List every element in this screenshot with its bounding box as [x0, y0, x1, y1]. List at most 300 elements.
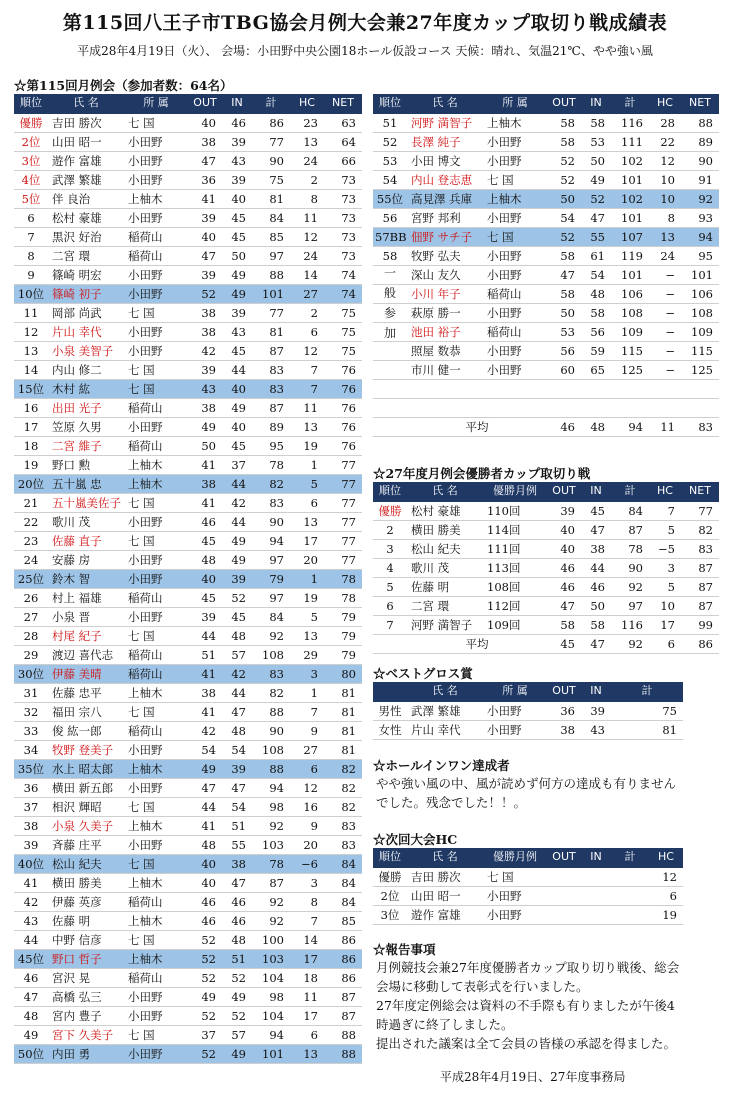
- table-header-row: [373, 94, 719, 113]
- cell-name: 山田 昭一: [407, 886, 483, 905]
- cell-in: 40: [222, 417, 252, 436]
- cell-club: 小田野: [124, 778, 188, 797]
- empty-cell: [547, 905, 581, 924]
- cell-hc: 9: [290, 816, 324, 835]
- cell-club: 七 国: [124, 1025, 188, 1044]
- cell-month: 111回: [483, 539, 547, 558]
- cell-label: 男性: [373, 701, 407, 720]
- cell-total: 82: [252, 683, 290, 702]
- cell-name: 遊作 富雄: [48, 151, 124, 170]
- results-heading: ☆第115回月例会（参加者数：64名）: [14, 78, 233, 93]
- cell-rank: 42: [14, 892, 48, 911]
- cell-rank: 12: [14, 322, 48, 341]
- cell-rank: 15位: [14, 379, 48, 398]
- column-header: 所 属: [483, 682, 547, 701]
- cell-hc: 12: [290, 778, 324, 797]
- cell-total: 109: [611, 322, 649, 341]
- empty-cell: [611, 886, 649, 905]
- empty-cell: [483, 398, 547, 417]
- general-label-char: 般: [383, 286, 396, 300]
- cell-in: 49: [222, 550, 252, 569]
- cell-out: 45: [188, 588, 222, 607]
- cell-in: 49: [222, 1044, 252, 1063]
- cell-in: 52: [222, 968, 252, 987]
- cell-out: 38: [188, 303, 222, 322]
- cell-hc: 7: [290, 702, 324, 721]
- cell-hc: 13: [290, 626, 324, 645]
- cell-out: 52: [547, 227, 581, 246]
- cell-name: 萩原 勝一: [407, 303, 483, 322]
- cell-net: 75: [324, 303, 362, 322]
- cell-name: 渡辺 喜代志: [48, 645, 124, 664]
- cell-total: 90: [252, 151, 290, 170]
- cell-club: 上柚木: [483, 113, 547, 132]
- cell-month: 114回: [483, 520, 547, 539]
- cell-out: 40: [547, 520, 581, 539]
- cup-heading: ☆27年度月例会優勝者カップ取切り戦: [373, 466, 591, 481]
- cell-in: 48: [222, 626, 252, 645]
- cell-total: 106: [611, 284, 649, 303]
- table-row: [14, 911, 362, 930]
- cell-rank: 7: [373, 615, 407, 634]
- cell-out: 39: [188, 265, 222, 284]
- cell-club: 小田野: [483, 303, 547, 322]
- cell-hc: 27: [290, 284, 324, 303]
- cell-in: 44: [222, 683, 252, 702]
- cell-total: 87: [252, 341, 290, 360]
- table-row: [14, 1025, 362, 1044]
- table-row: [373, 905, 683, 924]
- cell-out: 54: [547, 208, 581, 227]
- cell-out: 36: [547, 701, 581, 720]
- table-row: [14, 170, 362, 189]
- table-row: [14, 265, 362, 284]
- cell-in: 59: [581, 341, 611, 360]
- cell-net: 75: [324, 341, 362, 360]
- cell-out: 47: [188, 151, 222, 170]
- cell-out: 41: [188, 664, 222, 683]
- cell-total: 103: [252, 835, 290, 854]
- cell-club: 上柚木: [124, 189, 188, 208]
- cell-rank: 5位: [14, 189, 48, 208]
- cell-in: 58: [581, 303, 611, 322]
- table-row: [14, 645, 362, 664]
- cell-in: 38: [222, 854, 252, 873]
- column-header: HC: [649, 482, 681, 501]
- cell-net: 90: [681, 151, 719, 170]
- cell-total: 94: [252, 531, 290, 550]
- cell-out: 46: [547, 417, 581, 436]
- table-row: [14, 683, 362, 702]
- cell-in: 47: [581, 634, 611, 653]
- cell-net: 77: [681, 501, 719, 520]
- cell-rank: 30位: [14, 664, 48, 683]
- column-header: 計: [611, 94, 649, 113]
- cell-out: 39: [188, 360, 222, 379]
- report-line: 月例競技会兼27年度優勝者カップ取り切り戦後、総会: [376, 960, 680, 975]
- cell-in: 52: [581, 189, 611, 208]
- report-line: 27年度定例総会は資料の不手際も有りましたが午後4: [376, 998, 675, 1013]
- cell-net: 87: [681, 596, 719, 615]
- hole-in-one-line: でした。残念でした！！。: [376, 795, 527, 810]
- cell-name: 水上 昭太郎: [48, 759, 124, 778]
- cell-net: 82: [324, 778, 362, 797]
- cell-out: 41: [188, 189, 222, 208]
- cell-total: 94: [252, 1025, 290, 1044]
- cell-in: 54: [581, 265, 611, 284]
- cell-out: 58: [547, 113, 581, 132]
- cell-out: 48: [188, 550, 222, 569]
- cell-in: 57: [222, 645, 252, 664]
- cell-hc: 13: [290, 417, 324, 436]
- cell-hc: −: [649, 265, 681, 284]
- cell-net: 73: [324, 208, 362, 227]
- column-header: NET: [681, 94, 719, 113]
- cell-total: 103: [252, 949, 290, 968]
- general-label-char: 参: [383, 306, 396, 320]
- empty-cell: [649, 379, 681, 398]
- cell-hc: 28: [649, 113, 681, 132]
- cell-out: 47: [188, 246, 222, 265]
- cell-in: 53: [581, 132, 611, 151]
- cell-name: 小田 博文: [407, 151, 483, 170]
- empty-cell: [547, 867, 581, 886]
- cell-total: 92: [252, 911, 290, 930]
- cell-out: 44: [188, 626, 222, 645]
- cell-rank: 優勝: [14, 113, 48, 132]
- cell-name: 照屋 数恭: [407, 341, 483, 360]
- cell-club: 稲荷山: [483, 322, 547, 341]
- cell-hc: 7: [290, 379, 324, 398]
- cell-rank: 17: [14, 417, 48, 436]
- cell-net: 77: [324, 455, 362, 474]
- cell-in: 44: [222, 474, 252, 493]
- column-header: 順位: [373, 482, 407, 501]
- cell-name: 俊 紘一郎: [48, 721, 124, 740]
- cell-club: 七 国: [124, 303, 188, 322]
- cell-total: 92: [252, 892, 290, 911]
- cell-club: 小田野: [124, 208, 188, 227]
- cell-rank: 49: [14, 1025, 48, 1044]
- cell-name: 吉田 勝次: [48, 113, 124, 132]
- cell-club: 稲荷山: [124, 968, 188, 987]
- cell-club: 小田野: [124, 417, 188, 436]
- cell-name: 吉田 勝次: [407, 867, 483, 886]
- column-header: OUT: [547, 482, 581, 501]
- cell-hc: 10: [649, 189, 681, 208]
- column-header: 計: [611, 682, 683, 701]
- cell-name: 佃野 サチ子: [407, 227, 483, 246]
- cell-out: 40: [188, 569, 222, 588]
- cell-out: 49: [188, 759, 222, 778]
- cell-net: 82: [681, 520, 719, 539]
- column-header: HC: [649, 94, 681, 113]
- cell-club: 小田野: [124, 170, 188, 189]
- cell-name: 木村 紘: [48, 379, 124, 398]
- table-row: [373, 615, 719, 634]
- empty-cell: [581, 379, 611, 398]
- cell-name: 鈴木 智: [48, 569, 124, 588]
- cell-name: 宮沢 晃: [48, 968, 124, 987]
- cell-in: 58: [581, 615, 611, 634]
- column-header: 優勝月例: [483, 482, 547, 501]
- cell-club: 七 国: [124, 379, 188, 398]
- cell-hc: −6: [290, 854, 324, 873]
- cell-net: 86: [324, 930, 362, 949]
- cell-out: 42: [188, 341, 222, 360]
- cell-net: 85: [324, 911, 362, 930]
- general-label-char: 一: [383, 266, 396, 280]
- cell-total: 79: [252, 569, 290, 588]
- table-row: [14, 284, 362, 303]
- cell-total: 108: [252, 645, 290, 664]
- cell-out: 47: [547, 596, 581, 615]
- table-row: [373, 596, 719, 615]
- cell-rank: 18: [14, 436, 48, 455]
- cell-club: 七 国: [483, 867, 547, 886]
- table-row: [14, 398, 362, 417]
- column-header: OUT: [547, 94, 581, 113]
- column-header: 計: [611, 482, 649, 501]
- column-header: 所 属: [483, 94, 547, 113]
- cell-net: 86: [324, 968, 362, 987]
- cell-in: 50: [581, 596, 611, 615]
- cell-hc: 13: [649, 227, 681, 246]
- column-header: IN: [581, 94, 611, 113]
- cell-in: 54: [222, 740, 252, 759]
- cell-rank: 50位: [14, 1044, 48, 1063]
- cell-total: 104: [252, 1006, 290, 1025]
- cell-hc: 12: [649, 151, 681, 170]
- cell-hc: 18: [290, 968, 324, 987]
- column-header: 優勝月例: [483, 848, 547, 867]
- column-header: 氏 名: [407, 682, 483, 701]
- cell-total: 83: [252, 379, 290, 398]
- cell-total: 84: [611, 501, 649, 520]
- cell-club: 小田野: [124, 151, 188, 170]
- cell-in: 46: [222, 892, 252, 911]
- cell-out: 50: [547, 189, 581, 208]
- cell-hc: −5: [649, 539, 681, 558]
- cell-out: 41: [188, 702, 222, 721]
- cell-name: 高見澤 兵庫: [407, 189, 483, 208]
- cell-total: 92: [252, 816, 290, 835]
- cell-hc: −: [649, 284, 681, 303]
- cell-hc: −: [649, 303, 681, 322]
- cell-in: 39: [222, 303, 252, 322]
- cell-net: 94: [681, 227, 719, 246]
- cell-total: 97: [252, 550, 290, 569]
- cell-club: 上柚木: [124, 474, 188, 493]
- cell-out: 60: [547, 360, 581, 379]
- column-header: IN: [581, 482, 611, 501]
- cell-net: 63: [324, 113, 362, 132]
- cell-total: 116: [611, 615, 649, 634]
- cell-net: 82: [324, 797, 362, 816]
- cell-hc: 17: [290, 531, 324, 550]
- cell-net: 93: [681, 208, 719, 227]
- cell-in: 51: [222, 816, 252, 835]
- cell-in: 55: [222, 835, 252, 854]
- column-header: NET: [324, 94, 362, 113]
- cell-rank: 54: [373, 170, 407, 189]
- table-row: [373, 303, 719, 322]
- table-row: [14, 455, 362, 474]
- cell-total: 111: [611, 132, 649, 151]
- cell-hc: 27: [290, 740, 324, 759]
- cell-hc: 2: [290, 170, 324, 189]
- cell-net: 73: [324, 227, 362, 246]
- cell-in: 54: [222, 797, 252, 816]
- table-row: [14, 208, 362, 227]
- cell-net: 76: [324, 360, 362, 379]
- table-row: [373, 558, 719, 577]
- cell-out: 52: [188, 284, 222, 303]
- column-header: IN: [581, 682, 611, 701]
- cell-out: 53: [547, 322, 581, 341]
- cell-name: 武澤 繁雄: [407, 701, 483, 720]
- cell-net: 73: [324, 170, 362, 189]
- cell-name: 横田 勝美: [407, 520, 483, 539]
- cell-in: 47: [581, 520, 611, 539]
- cell-rank: 6: [373, 596, 407, 615]
- table-row: [14, 721, 362, 740]
- empty-cell: [611, 867, 649, 886]
- cell-name: 出田 光子: [48, 398, 124, 417]
- table-row: [373, 539, 719, 558]
- cell-rank: 36: [14, 778, 48, 797]
- cell-in: 50: [222, 246, 252, 265]
- cell-net: 88: [681, 113, 719, 132]
- column-header: OUT: [547, 848, 581, 867]
- cell-name: 内山 修二: [48, 360, 124, 379]
- cell-label: 女性: [373, 720, 407, 739]
- cell-total: 108: [611, 303, 649, 322]
- cell-net: 106: [681, 284, 719, 303]
- cell-rank: 4: [373, 558, 407, 577]
- table-row: [14, 550, 362, 569]
- cell-hc: 7: [649, 501, 681, 520]
- cell-rank: 37: [14, 797, 48, 816]
- cell-net: 74: [324, 265, 362, 284]
- table-row: [373, 360, 719, 379]
- cell-rank: 51: [373, 113, 407, 132]
- cell-rank: 22: [14, 512, 48, 531]
- cell-total: 97: [611, 596, 649, 615]
- cell-name: 池田 裕子: [407, 322, 483, 341]
- cell-club: 小田野: [124, 1044, 188, 1063]
- cell-club: 七 国: [124, 626, 188, 645]
- cell-out: 46: [547, 558, 581, 577]
- cell-name: 歌川 茂: [407, 558, 483, 577]
- cell-club: 小田野: [124, 284, 188, 303]
- next-hc-heading: ☆次回大会HC: [373, 832, 458, 847]
- table-row: [373, 284, 719, 303]
- cell-total: 98: [252, 797, 290, 816]
- cell-net: 73: [324, 189, 362, 208]
- table-row: [14, 227, 362, 246]
- cell-net: 91: [681, 170, 719, 189]
- cell-name: 二宮 維子: [48, 436, 124, 455]
- cell-club: 稲荷山: [124, 645, 188, 664]
- cell-club: 七 国: [124, 531, 188, 550]
- column-header: IN: [222, 94, 252, 113]
- cell-rank: 11: [14, 303, 48, 322]
- table-row: [14, 949, 362, 968]
- table-row: [14, 569, 362, 588]
- cell-name: 山田 昭一: [48, 132, 124, 151]
- cell-hc: 7: [290, 360, 324, 379]
- cell-total: 84: [252, 208, 290, 227]
- table-row: [14, 360, 362, 379]
- cell-net: 75: [324, 322, 362, 341]
- cell-hc: 1: [290, 683, 324, 702]
- average-row: [373, 417, 719, 436]
- cell-hc: 8: [290, 892, 324, 911]
- cell-net: 77: [324, 531, 362, 550]
- cell-rank: 5: [373, 577, 407, 596]
- cell-total: 107: [611, 227, 649, 246]
- table-row: [14, 1006, 362, 1025]
- cell-out: 45: [188, 531, 222, 550]
- cell-total: 88: [252, 702, 290, 721]
- cell-in: 47: [222, 873, 252, 892]
- cell-name: 市川 健一: [407, 360, 483, 379]
- cell-hc: 3: [290, 664, 324, 683]
- cell-rank: 44: [14, 930, 48, 949]
- cell-out: 38: [188, 474, 222, 493]
- cell-out: 52: [188, 1044, 222, 1063]
- cell-in: 39: [222, 759, 252, 778]
- cell-hc: 11: [290, 208, 324, 227]
- column-header: 氏 名: [48, 94, 124, 113]
- cell-net: 83: [681, 417, 719, 436]
- table-row: [14, 113, 362, 132]
- column-header: OUT: [188, 94, 222, 113]
- empty-cell: [547, 886, 581, 905]
- column-header: 氏 名: [407, 94, 483, 113]
- results-table-right: [373, 94, 719, 437]
- next-hc-table: [373, 848, 683, 925]
- cell-in: 38: [581, 539, 611, 558]
- cell-in: 48: [222, 930, 252, 949]
- table-row: [14, 987, 362, 1006]
- cell-out: 52: [188, 1006, 222, 1025]
- cell-total: 83: [252, 664, 290, 683]
- table-row: [14, 322, 362, 341]
- cell-total: 116: [611, 113, 649, 132]
- cell-club: 稲荷山: [124, 664, 188, 683]
- table-row: [14, 588, 362, 607]
- cell-hc: 5: [290, 607, 324, 626]
- column-header: HC: [649, 848, 683, 867]
- cell-club: 七 国: [124, 702, 188, 721]
- column-header: OUT: [547, 682, 581, 701]
- cell-total: 78: [611, 539, 649, 558]
- cell-total: 95: [252, 436, 290, 455]
- table-row: [373, 379, 719, 398]
- cell-name: 牧野 登美子: [48, 740, 124, 759]
- cell-in: 39: [222, 132, 252, 151]
- cell-rank: 57BB: [373, 227, 407, 246]
- cell-in: 40: [222, 189, 252, 208]
- cell-rank: 8: [14, 246, 48, 265]
- table-row: [14, 189, 362, 208]
- cell-name: 二宮 環: [407, 596, 483, 615]
- cell-total: 104: [252, 968, 290, 987]
- cell-club: 小田野: [483, 886, 547, 905]
- general-label-char: 加: [383, 326, 396, 340]
